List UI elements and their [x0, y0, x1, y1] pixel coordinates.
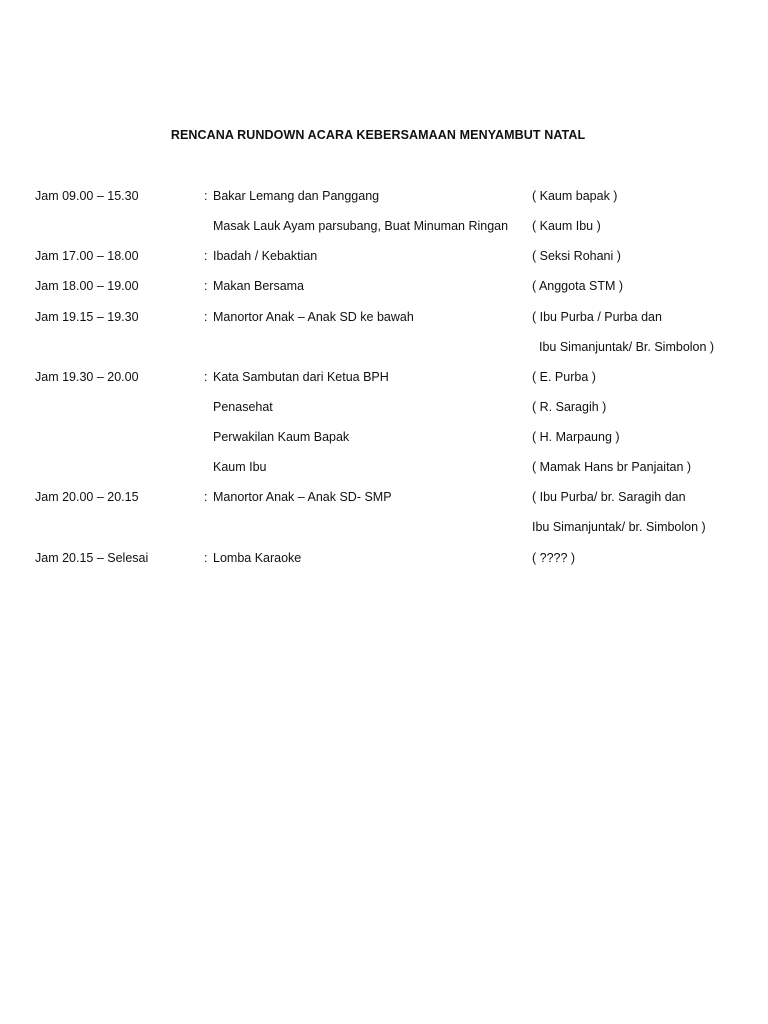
- schedule-row: [0, 551, 768, 571]
- person-in-charge-cell: ( Anggota STM ): [532, 279, 624, 293]
- schedule-row: [0, 219, 768, 239]
- time-cell: Jam 19.30 – 20.00: [35, 370, 139, 384]
- time-cell: Jam 09.00 – 15.30: [35, 189, 139, 203]
- time-cell: Jam 20.15 – Selesai: [35, 551, 149, 565]
- schedule-row: [0, 310, 768, 330]
- person-in-charge-cell: ( Ibu Purba/ br. Saragih dan: [532, 490, 686, 504]
- activity-cell: Perwakilan Kaum Bapak: [213, 430, 350, 444]
- schedule-row: [0, 249, 768, 269]
- time-cell: Jam 19.15 – 19.30: [35, 310, 139, 324]
- schedule-row: [0, 430, 768, 450]
- schedule-row: [0, 460, 768, 480]
- time-cell: Jam 20.00 – 20.15: [35, 490, 139, 504]
- activity-cell: Manortor Anak – Anak SD- SMP: [213, 490, 392, 504]
- schedule-row: [0, 340, 768, 360]
- person-in-charge-cell: ( Ibu Purba / Purba dan: [532, 310, 662, 324]
- colon-separator: :: [204, 249, 208, 263]
- activity-cell: Ibadah / Kebaktian: [213, 249, 318, 263]
- activity-cell: Makan Bersama: [213, 279, 305, 293]
- schedule-row: [0, 520, 768, 540]
- colon-separator: :: [204, 490, 208, 504]
- schedule-row: [0, 279, 768, 299]
- activity-cell: Masak Lauk Ayam parsubang, Buat Minuman Ringan: [213, 219, 509, 233]
- person-in-charge-cell: Ibu Simanjuntak/ br. Simbolon ): [532, 520, 706, 534]
- person-in-charge-cell: ( H. Marpaung ): [532, 430, 620, 444]
- person-in-charge-cell: ( Mamak Hans br Panjaitan ): [532, 460, 692, 474]
- schedule-row: [0, 189, 768, 209]
- colon-separator: :: [204, 551, 208, 565]
- activity-cell: Manortor Anak – Anak SD ke bawah: [213, 310, 414, 324]
- schedule-row: [0, 400, 768, 420]
- schedule-row: [0, 370, 768, 390]
- colon-separator: :: [204, 189, 208, 203]
- person-in-charge-cell: ( E. Purba ): [532, 370, 596, 384]
- schedule-row: [0, 490, 768, 510]
- activity-cell: Lomba Karaoke: [213, 551, 302, 565]
- time-cell: Jam 18.00 – 19.00: [35, 279, 139, 293]
- person-in-charge-cell: Ibu Simanjuntak/ Br. Simbolon ): [539, 340, 715, 354]
- document-title: RENCANA RUNDOWN ACARA KEBERSAMAAN MENYAMBUT NATAL: [170, 128, 586, 142]
- activity-cell: Kata Sambutan dari Ketua BPH: [213, 370, 389, 384]
- person-in-charge-cell: ( Kaum bapak ): [532, 189, 618, 203]
- time-cell: Jam 17.00 – 18.00: [35, 249, 139, 263]
- person-in-charge-cell: ( R. Saragih ): [532, 400, 607, 414]
- activity-cell: Bakar Lemang dan Panggang: [213, 189, 380, 203]
- colon-separator: :: [204, 370, 208, 384]
- activity-cell: Penasehat: [213, 400, 273, 414]
- activity-cell: Kaum Ibu: [213, 460, 267, 474]
- person-in-charge-cell: ( ???? ): [532, 551, 576, 565]
- colon-separator: :: [204, 310, 208, 324]
- person-in-charge-cell: ( Kaum Ibu ): [532, 219, 601, 233]
- person-in-charge-cell: ( Seksi Rohani ): [532, 249, 621, 263]
- colon-separator: :: [204, 279, 208, 293]
